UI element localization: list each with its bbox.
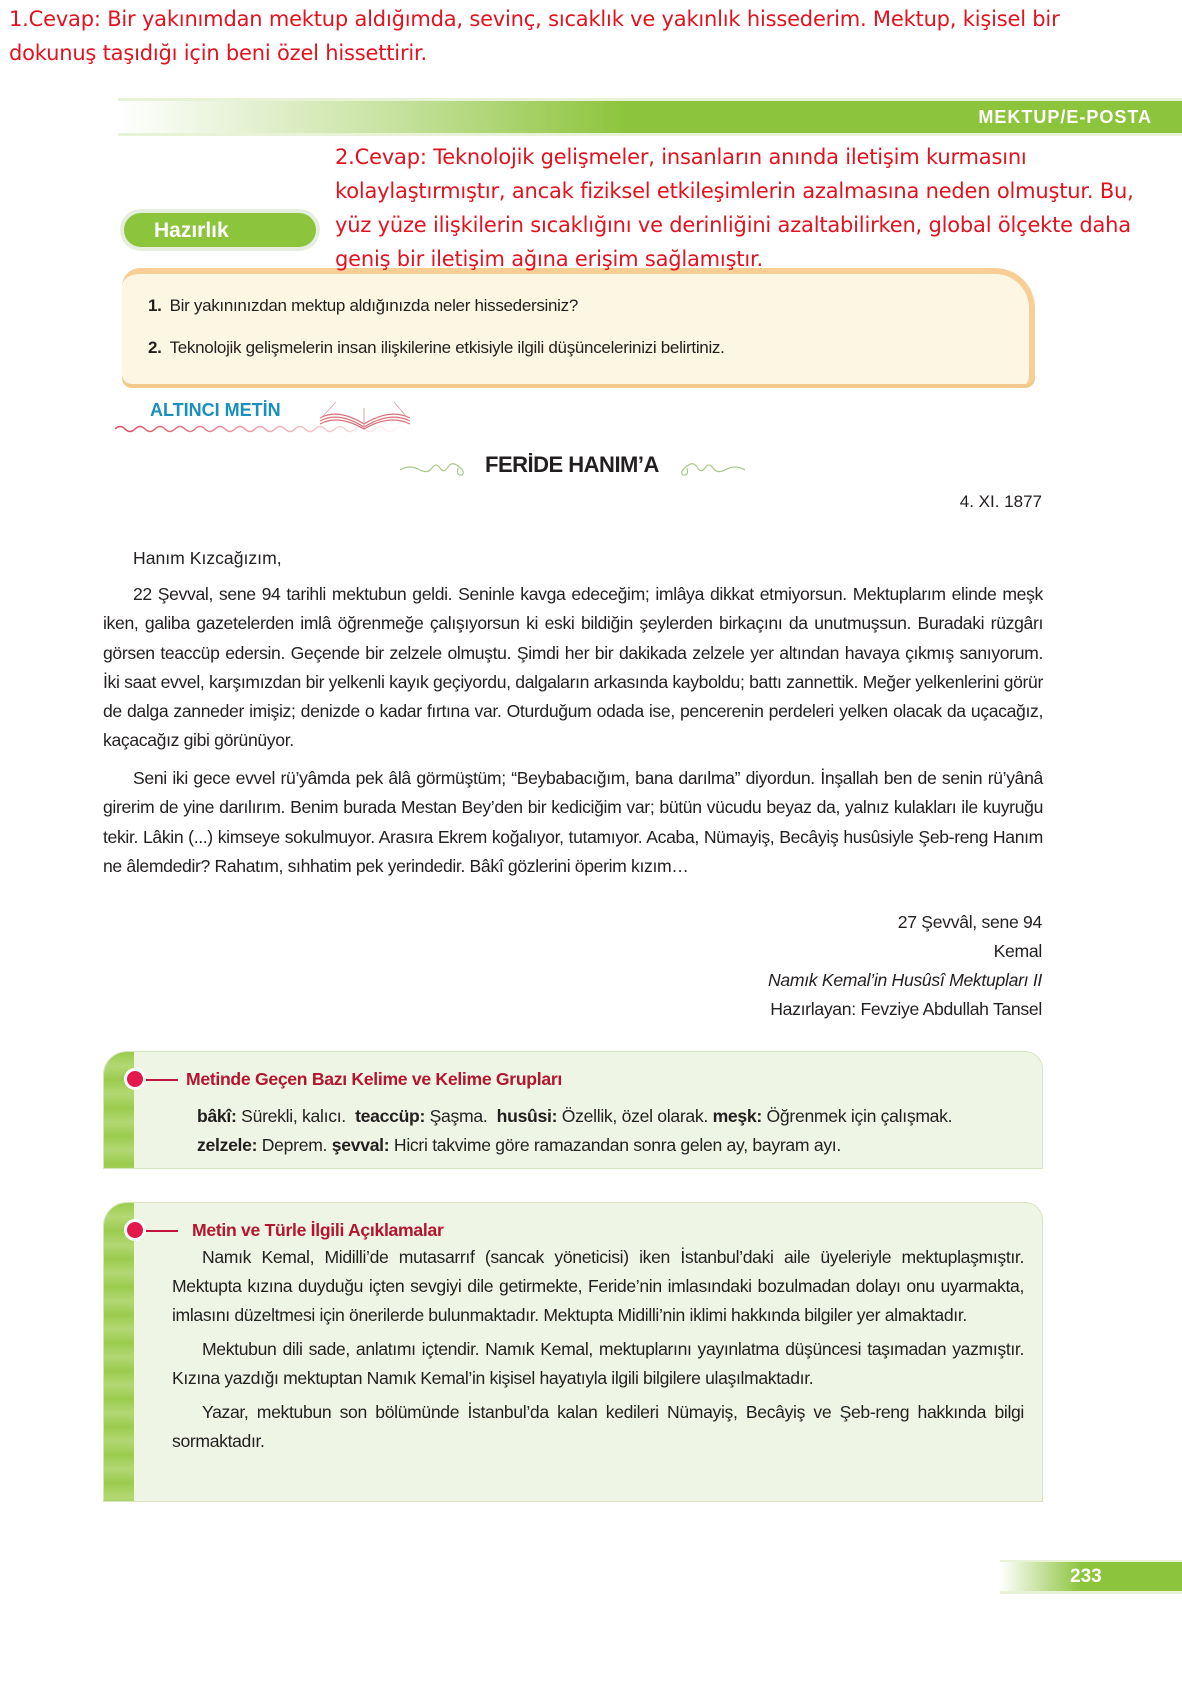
vocab-term: zelzele: <box>197 1135 258 1155</box>
vocab-term: husûsi: <box>496 1106 558 1126</box>
vocab-definition: Deprem. <box>261 1135 328 1155</box>
source-book: Namık Kemal’in Husûsî Mektupları II <box>767 970 1042 990</box>
bullet-line-icon <box>146 1230 178 1232</box>
vocab-definition: Öğrenmek için çalışmak. <box>766 1106 953 1126</box>
letter-title: FERİDE HANIM’A <box>485 452 659 477</box>
question-text: Teknolojik gelişmelerin insan ilişkilerine etkisiyle ilgili düşüncelerinizi belirtiniz. <box>169 338 725 357</box>
vocabulary-line <box>197 1102 1037 1131</box>
vocabulary-box <box>103 1051 1043 1169</box>
open-book-icon <box>318 400 413 430</box>
question-number: 2. <box>148 338 162 357</box>
vocab-definition: Şaşma. <box>429 1106 488 1126</box>
notes-content <box>172 1243 1024 1461</box>
answer-2-text: 2.Cevap: Teknolojik gelişmeler, insanların anında iletişim kurmasını kolaylaştırmıştır, ancak fiziksel etkileşimlerin azalmasına neden olmuştur. Bu, yüz yüze ilişkilerin sıcaklığını ve derinliğini azaltabilirken, global ölçekte daha geniş bir iletişim ağına erişim sağlamıştır. <box>335 145 1134 271</box>
vocabulary-title: Metinde Geçen Bazı Kelime ve Kelime Grupları <box>186 1069 562 1089</box>
vocab-term: teaccüp: <box>355 1106 426 1126</box>
question-text: Bir yakınınızdan mektup aldığınızda neler hissedersiniz? <box>169 296 579 315</box>
letter-paragraph: Seni iki gece evvel rü’yâmda pek âlâ görmüştüm; “Beybabacığım, bana darılma” diyordun. İnşallah ben de senin rü’yânâ girerim de yine darılırım. Benim burada Mestan Bey’den bir kediciğim var; bütün vücudu beyaz da, yalnız kulakları ile kuyruğu tekir. Lâkin (...) kimseye sokulmuyor. Arasıra Ekrem koğalıyor, tutamıyor. Acaba, Nümayiş, Becâyiş husûsiyle Şeb-reng Hanım ne âlemdedir? Rahatım, sıhhatim pek yerindedir. Bâkî gözlerini öperim kızım… <box>103 768 1043 876</box>
flourish-right-icon <box>675 458 745 478</box>
vocabulary-line <box>197 1131 1037 1160</box>
text-label: ALTINCI METİN <box>150 400 281 420</box>
answer-1-text: 1.Cevap: Bir yakınımdan mektup aldığımda, sevinç, sıcaklık ve yakınlık hissederim. Mektup, kişisel bir dokunuş taşıdığı için beni özel hissettirir. <box>9 7 1060 65</box>
vocab-term: şevval: <box>331 1135 390 1155</box>
preparation-label: Hazırlık <box>120 209 320 251</box>
notes-paragraph: Namık Kemal, Midilli’de mutasarrıf (sancak yöneticisi) iken İstanbul’daki aile üyeleriyle mektuplaşmıştır. Mektupta kızına duyduğu içten sevgiyi dile getirmekte, Feride’nin imlasındaki bozulmadan dolayı onu uyarmakta, imlasını düzeltmesi için önerilerde bulunmaktadır. Mektupta Midilli’nin iklimi hakkında bilgiler yer almaktadır. <box>172 1247 1024 1325</box>
notes-box <box>103 1202 1043 1502</box>
flourish-left-icon <box>400 458 470 478</box>
notes-title: Metin ve Türle İlgili Açıklamalar <box>192 1220 444 1240</box>
vocab-term: bâkî: <box>197 1106 237 1126</box>
letter-salutation: Hanım Kızcağızım, <box>133 548 282 568</box>
question-number: 1. <box>148 296 162 315</box>
letter-title-wrap <box>400 452 760 482</box>
notes-paragraph: Mektubun dili sade, anlatımı içtendir. Namık Kemal, mektuplarını yayınlatma düşüncesi taşımadan yazmıştır. Kızına yazdığı mektuptan Namık Kemal’in kişisel hayatıyla ilgili bilgilere ulaşılmaktadır. <box>172 1339 1024 1388</box>
vocabulary-list <box>197 1102 1037 1160</box>
page-number: 233 <box>1070 1566 1102 1587</box>
vocab-term: meşk: <box>712 1106 762 1126</box>
box-side-strip <box>104 1203 134 1501</box>
bullet-line-icon <box>146 1079 178 1081</box>
preparation-question <box>148 338 725 358</box>
bullet-dot-icon <box>124 1068 146 1090</box>
letter-date: 4. XI. 1877 <box>959 492 1042 511</box>
vocab-definition: Özellik, özel olarak. <box>561 1106 708 1126</box>
bullet-dot-icon <box>124 1219 146 1241</box>
preparation-box <box>122 268 1035 384</box>
letter-paragraph: 22 Şevval, sene 94 tarihli mektubun geldi. Seninle kavga edeceğim; imlâya dikkat etmiyorsun. Mektuplarım elinde meşk iken, galiba gazetelerden imlâ öğrenmeğe çalışıyorsun ki eski bildiğin şeylerden birkaçını da unutmuşsun. Buradaki rüzgârı görsen teaccüp edersin. Geçende bir zelzele olmuştu. Şimdi her bir dakikada zelzele yer altından havaya çıkmış sanıyorum. İki saat evvel, karşımızdan bir yelkenli kayık geçiyordu, dalgaların arkasında kayboldu; battı zannettik. Meğer yelkenlerini görür de dalga zanneder imişiz; denizde o kadar fırtına var. Oturduğum odada ise, pencerenin perdeleri yelken olacak da uçacağız, kaçacağız gibi görünüyor. <box>103 584 1043 751</box>
signature-name: Kemal <box>993 941 1042 961</box>
page-number-band <box>1000 1560 1182 1594</box>
vocab-definition: Sürekli, kalıcı. <box>241 1106 346 1126</box>
preparation-question <box>148 296 578 316</box>
notes-paragraph: Yazar, mektubun son bölümünde İstanbul’da kalan kedileri Nümayiş, Becâyiş ve Şeb-reng hakkında bilgi sormaktadır. <box>172 1402 1024 1451</box>
section-header-band <box>118 98 1182 136</box>
source-editor: Hazırlayan: Fevziye Abdullah Tansel <box>770 999 1042 1019</box>
section-title: MEKTUP/E-POSTA <box>978 107 1152 127</box>
vocab-definition: Hicri takvime göre ramazandan sonra gelen ay, bayram ayı. <box>393 1135 841 1155</box>
signature-date: 27 Şevvâl, sene 94 <box>897 912 1042 932</box>
